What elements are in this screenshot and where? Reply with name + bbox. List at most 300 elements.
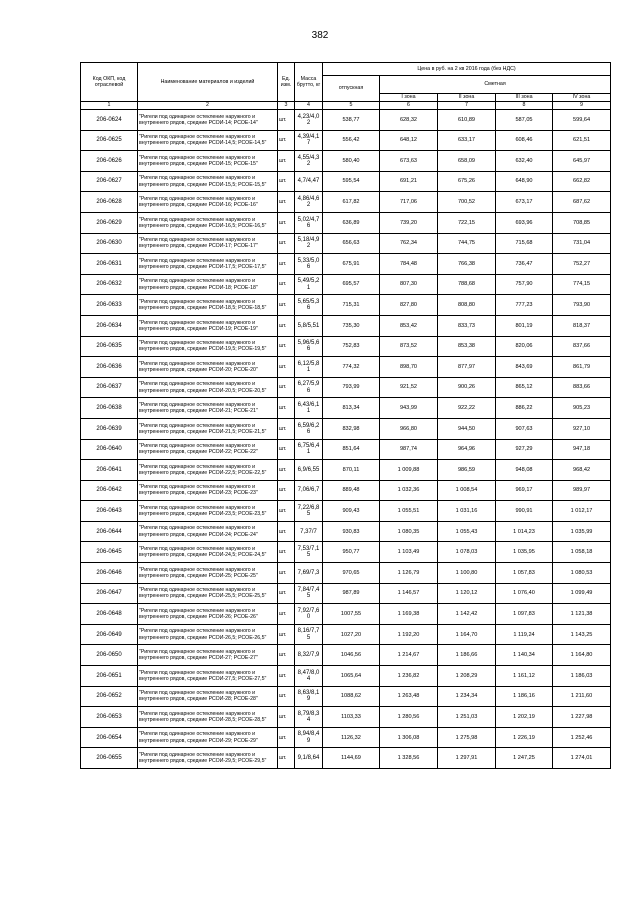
zone1-price: 673,63 <box>380 151 438 172</box>
zone2-price: 1 186,66 <box>438 645 496 666</box>
zone1-price: 691,21 <box>380 171 438 192</box>
zone4-price: 687,62 <box>553 192 611 213</box>
release-price: 1046,56 <box>323 645 380 666</box>
item-name: "Ригели под одинарное остекление наружного и внутреннего рядов, средние РСОИ-16; РСОЕ-16" <box>138 192 278 213</box>
zone2-price: 853,38 <box>438 336 496 357</box>
item-code: 206-0652 <box>81 686 138 707</box>
zone3-price: 715,68 <box>496 233 553 254</box>
item-code: 206-0637 <box>81 377 138 398</box>
zone3-price: 1 014,23 <box>496 521 553 542</box>
zone3-price: 648,90 <box>496 171 553 192</box>
col-header-release: отпускная <box>323 76 380 102</box>
release-price: 1126,32 <box>323 727 380 748</box>
zone1-price: 943,99 <box>380 398 438 419</box>
zone3-price: 1 140,34 <box>496 645 553 666</box>
table-row <box>81 521 611 542</box>
item-code: 206-0646 <box>81 563 138 584</box>
col-number: 2 <box>138 102 278 110</box>
table-row <box>81 666 611 687</box>
item-mass: 6,59/6,2 6 <box>295 418 323 439</box>
zone3-price: 1 161,12 <box>496 666 553 687</box>
zone2-price: 1 208,29 <box>438 666 496 687</box>
release-price: 987,89 <box>323 583 380 604</box>
item-name: "Ригели под одинарное остекление наружного и внутреннего рядов, средние РСОИ-28; РСОЕ-28" <box>138 686 278 707</box>
zone3-price: 1 097,83 <box>496 604 553 625</box>
release-price: 851,64 <box>323 439 380 460</box>
item-name: "Ригели под одинарное остекление наружного и внутреннего рядов, средние РСОИ-28,5; РСОЕ-28,5" <box>138 707 278 728</box>
item-name: "Ригели под одинарное остекление наружного и внутреннего рядов, средние РСОИ-29,5; РСОЕ-29,5" <box>138 748 278 769</box>
zone3-price: 948,08 <box>496 460 553 481</box>
item-name: "Ригели под одинарное остекление наружного и внутреннего рядов, средние РСОИ-25; РСОЕ-25" <box>138 563 278 584</box>
zone1-price: 1 192,20 <box>380 624 438 645</box>
item-code: 206-0648 <box>81 604 138 625</box>
zone3-price: 777,23 <box>496 295 553 316</box>
zone2-price: 1 008,54 <box>438 480 496 501</box>
zone4-price: 947,18 <box>553 439 611 460</box>
zone2-price: 1 120,12 <box>438 583 496 604</box>
item-name: "Ригели под одинарное остекление наружного и внутреннего рядов, средние РСОИ-26,5; РСОЕ-26,5" <box>138 624 278 645</box>
zone3-price: 1 057,83 <box>496 563 553 584</box>
release-price: 774,32 <box>323 357 380 378</box>
item-code: 206-0645 <box>81 542 138 563</box>
item-unit: шт. <box>278 521 295 542</box>
zone3-price: 1 076,40 <box>496 583 553 604</box>
item-mass: 7,69/7,3 <box>295 563 323 584</box>
zone2-price: 1 251,03 <box>438 707 496 728</box>
zone2-price: 633,17 <box>438 130 496 151</box>
item-name: "Ригели под одинарное остекление наружного и внутреннего рядов, средние РСОИ-18,5; РСОЕ-18,5" <box>138 295 278 316</box>
table-row <box>81 501 611 522</box>
zone1-price: 898,70 <box>380 357 438 378</box>
item-code: 206-0624 <box>81 110 138 131</box>
zone2-price: 1 142,42 <box>438 604 496 625</box>
zone2-price: 1 234,34 <box>438 686 496 707</box>
item-code: 206-0630 <box>81 233 138 254</box>
table-row <box>81 130 611 151</box>
item-unit: шт. <box>278 624 295 645</box>
item-code: 206-0631 <box>81 254 138 275</box>
col-number: 8 <box>496 102 553 110</box>
zone3-price: 865,12 <box>496 377 553 398</box>
item-name: "Ригели под одинарное остекление наружного и внутреннего рядов, средние РСОИ-29; РСОЕ-29" <box>138 727 278 748</box>
item-unit: шт. <box>278 748 295 769</box>
item-code: 206-0653 <box>81 707 138 728</box>
item-unit: шт. <box>278 315 295 336</box>
item-unit: шт. <box>278 666 295 687</box>
release-price: 930,83 <box>323 521 380 542</box>
item-mass: 8,47/8,0 4 <box>295 666 323 687</box>
release-price: 970,65 <box>323 563 380 584</box>
table-row <box>81 727 611 748</box>
item-code: 206-0640 <box>81 439 138 460</box>
zone3-price: 673,17 <box>496 192 553 213</box>
zone4-price: 1 274,01 <box>553 748 611 769</box>
release-price: 1088,62 <box>323 686 380 707</box>
item-mass: 5,18/4,9 2 <box>295 233 323 254</box>
zone4-price: 1 186,03 <box>553 666 611 687</box>
release-price: 1027,20 <box>323 624 380 645</box>
item-name: "Ригели под одинарное остекление наружного и внутреннего рядов, средние РСОИ-16,5; РСОЕ-16,5" <box>138 212 278 233</box>
zone4-price: 708,85 <box>553 212 611 233</box>
item-name: "Ригели под одинарное остекление наружного и внутреннего рядов, средние РСОИ-15; РСОЕ-15" <box>138 151 278 172</box>
zone4-price: 621,51 <box>553 130 611 151</box>
item-unit: шт. <box>278 604 295 625</box>
item-mass: 5,02/4,7 6 <box>295 212 323 233</box>
col-number: 6 <box>380 102 438 110</box>
item-mass: 8,32/7,9 <box>295 645 323 666</box>
item-name: "Ригели под одинарное остекление наружного и внутреннего рядов, средние РСОИ-27,5; РСОЕ-27,5" <box>138 666 278 687</box>
item-code: 206-0649 <box>81 624 138 645</box>
item-code: 206-0639 <box>81 418 138 439</box>
table-row <box>81 583 611 604</box>
zone1-price: 921,52 <box>380 377 438 398</box>
table-row <box>81 151 611 172</box>
zone3-price: 843,69 <box>496 357 553 378</box>
zone4-price: 645,97 <box>553 151 611 172</box>
zone3-price: 886,22 <box>496 398 553 419</box>
item-mass: 4,39/4,1 7 <box>295 130 323 151</box>
zone2-price: 675,26 <box>438 171 496 192</box>
table-row <box>81 624 611 645</box>
zone1-price: 827,80 <box>380 295 438 316</box>
item-name: "Ригели под одинарное остекление наружного и внутреннего рядов, средние РСОИ-14,5; РСОЕ-14,5" <box>138 130 278 151</box>
table-row <box>81 686 611 707</box>
item-unit: шт. <box>278 501 295 522</box>
item-unit: шт. <box>278 460 295 481</box>
zone4-price: 1 252,46 <box>553 727 611 748</box>
zone3-price: 1 035,95 <box>496 542 553 563</box>
release-price: 832,98 <box>323 418 380 439</box>
item-mass: 9,1/8,64 <box>295 748 323 769</box>
price-table <box>80 62 611 769</box>
item-unit: шт. <box>278 151 295 172</box>
item-unit: шт. <box>278 295 295 316</box>
zone2-price: 766,38 <box>438 254 496 275</box>
release-price: 695,57 <box>323 274 380 295</box>
table-row <box>81 439 611 460</box>
zone3-price: 990,91 <box>496 501 553 522</box>
zone1-price: 1 214,67 <box>380 645 438 666</box>
table-row <box>81 110 611 131</box>
zone4-price: 905,23 <box>553 398 611 419</box>
table-row <box>81 254 611 275</box>
table-row <box>81 295 611 316</box>
item-code: 206-0654 <box>81 727 138 748</box>
table-row <box>81 274 611 295</box>
release-price: 1103,33 <box>323 707 380 728</box>
table-row <box>81 315 611 336</box>
item-unit: шт. <box>278 110 295 131</box>
item-mass: 8,16/7,7 5 <box>295 624 323 645</box>
table-row <box>81 212 611 233</box>
item-code: 206-0636 <box>81 357 138 378</box>
item-unit: шт. <box>278 418 295 439</box>
zone4-price: 1 080,53 <box>553 563 611 584</box>
zone2-price: 1 031,16 <box>438 501 496 522</box>
zone2-price: 722,15 <box>438 212 496 233</box>
zone3-price: 969,17 <box>496 480 553 501</box>
release-price: 950,77 <box>323 542 380 563</box>
zone4-price: 1 143,25 <box>553 624 611 645</box>
release-price: 752,83 <box>323 336 380 357</box>
release-price: 909,43 <box>323 501 380 522</box>
zone3-price: 1 119,24 <box>496 624 553 645</box>
col-header-estimate: Сметная <box>380 76 611 94</box>
table-row <box>81 171 611 192</box>
zone4-price: 793,90 <box>553 295 611 316</box>
item-unit: шт. <box>278 727 295 748</box>
item-mass: 6,27/5,9 6 <box>295 377 323 398</box>
item-name: "Ригели под одинарное остекление наружного и внутреннего рядов, средние РСОИ-19,5; РСОЕ-19,5" <box>138 336 278 357</box>
zone3-price: 757,90 <box>496 274 553 295</box>
zone1-price: 1 280,56 <box>380 707 438 728</box>
table-row <box>81 460 611 481</box>
item-name: "Ригели под одинарное остекление наружного и внутреннего рядов, средние РСОИ-24,5; РСОЕ-24,5" <box>138 542 278 563</box>
item-code: 206-0643 <box>81 501 138 522</box>
table-row <box>81 563 611 584</box>
table-row <box>81 377 611 398</box>
col-number: 4 <box>295 102 323 110</box>
item-name: "Ригели под одинарное остекление наружного и внутреннего рядов, средние РСОИ-22,5; РСОЕ-22,5" <box>138 460 278 481</box>
item-mass: 6,12/5,8 1 <box>295 357 323 378</box>
col-header-zone1: I зона <box>380 94 438 102</box>
release-price: 656,63 <box>323 233 380 254</box>
zone1-price: 1 009,88 <box>380 460 438 481</box>
zone3-price: 1 186,16 <box>496 686 553 707</box>
zone4-price: 1 227,98 <box>553 707 611 728</box>
item-code: 206-0626 <box>81 151 138 172</box>
item-unit: шт. <box>278 563 295 584</box>
zone2-price: 922,22 <box>438 398 496 419</box>
zone1-price: 784,48 <box>380 254 438 275</box>
table-row <box>81 192 611 213</box>
col-number: 7 <box>438 102 496 110</box>
release-price: 715,31 <box>323 295 380 316</box>
col-number: 5 <box>323 102 380 110</box>
zone3-price: 820,06 <box>496 336 553 357</box>
zone2-price: 610,89 <box>438 110 496 131</box>
zone4-price: 1 035,99 <box>553 521 611 542</box>
item-code: 206-0641 <box>81 460 138 481</box>
item-code: 206-0634 <box>81 315 138 336</box>
item-code: 206-0655 <box>81 748 138 769</box>
table-row <box>81 233 611 254</box>
zone4-price: 927,10 <box>553 418 611 439</box>
item-mass: 7,06/6,7 <box>295 480 323 501</box>
item-unit: шт. <box>278 377 295 398</box>
zone4-price: 599,64 <box>553 110 611 131</box>
item-unit: шт. <box>278 357 295 378</box>
zone3-price: 801,19 <box>496 315 553 336</box>
col-header-price-group: Цена в руб. на 2 кв 2016 года (без НДС) <box>323 63 611 76</box>
release-price: 1007,55 <box>323 604 380 625</box>
release-price: 617,82 <box>323 192 380 213</box>
item-code: 206-0647 <box>81 583 138 604</box>
column-numbers-row <box>81 102 611 110</box>
item-name: "Ригели под одинарное остекление наружного и внутреннего рядов, средние РСОИ-24; РСОЕ-24" <box>138 521 278 542</box>
zone2-price: 944,50 <box>438 418 496 439</box>
zone1-price: 1 080,35 <box>380 521 438 542</box>
zone1-price: 807,30 <box>380 274 438 295</box>
item-name: "Ригели под одинарное остекление наружного и внутреннего рядов, средние РСОИ-26; РСОЕ-26" <box>138 604 278 625</box>
item-unit: шт. <box>278 233 295 254</box>
item-name: "Ригели под одинарное остекление наружного и внутреннего рядов, средние РСОИ-15,5; РСОЕ-15,5" <box>138 171 278 192</box>
zone4-price: 1 164,80 <box>553 645 611 666</box>
zone4-price: 1 099,49 <box>553 583 611 604</box>
item-code: 206-0644 <box>81 521 138 542</box>
release-price: 1144,69 <box>323 748 380 769</box>
item-name: "Ригели под одинарное остекление наружного и внутреннего рядов, средние РСОИ-23; РСОЕ-23" <box>138 480 278 501</box>
zone2-price: 877,97 <box>438 357 496 378</box>
col-header-zone4: IV зона <box>553 94 611 102</box>
zone2-price: 788,68 <box>438 274 496 295</box>
col-header-unit: Ед. изм. <box>278 63 295 102</box>
zone1-price: 1 032,36 <box>380 480 438 501</box>
zone1-price: 1 126,79 <box>380 563 438 584</box>
table-row <box>81 357 611 378</box>
zone1-price: 762,34 <box>380 233 438 254</box>
item-mass: 6,75/6,4 1 <box>295 439 323 460</box>
item-name: "Ригели под одинарное остекление наружного и внутреннего рядов, средние РСОИ-22; РСОЕ-22" <box>138 439 278 460</box>
zone4-price: 818,37 <box>553 315 611 336</box>
zone2-price: 833,73 <box>438 315 496 336</box>
item-mass: 6,43/6,1 1 <box>295 398 323 419</box>
item-name: "Ригели под одинарное остекление наружного и внутреннего рядов, средние РСОИ-20; РСОЕ-20" <box>138 357 278 378</box>
zone2-price: 658,09 <box>438 151 496 172</box>
item-code: 206-0638 <box>81 398 138 419</box>
item-unit: шт. <box>278 130 295 151</box>
item-name: "Ригели под одинарное остекление наружного и внутреннего рядов, средние РСОИ-25,5; РСОЕ-25,5" <box>138 583 278 604</box>
item-mass: 4,55/4,3 2 <box>295 151 323 172</box>
zone4-price: 1 211,60 <box>553 686 611 707</box>
item-unit: шт. <box>278 192 295 213</box>
zone1-price: 966,80 <box>380 418 438 439</box>
zone2-price: 986,59 <box>438 460 496 481</box>
item-code: 206-0625 <box>81 130 138 151</box>
zone1-price: 1 263,48 <box>380 686 438 707</box>
zone4-price: 1 012,17 <box>553 501 611 522</box>
release-price: 675,91 <box>323 254 380 275</box>
release-price: 813,34 <box>323 398 380 419</box>
zone2-price: 744,75 <box>438 233 496 254</box>
item-name: "Ригели под одинарное остекление наружного и внутреннего рядов, средние РСОИ-23,5; РСОЕ-23,5" <box>138 501 278 522</box>
zone3-price: 1 202,19 <box>496 707 553 728</box>
table-row <box>81 542 611 563</box>
zone2-price: 1 275,98 <box>438 727 496 748</box>
zone2-price: 1 297,91 <box>438 748 496 769</box>
zone1-price: 1 328,56 <box>380 748 438 769</box>
col-header-name: Наименование материалов и изделий <box>138 63 278 102</box>
zone1-price: 648,12 <box>380 130 438 151</box>
zone1-price: 739,20 <box>380 212 438 233</box>
zone1-price: 1 306,08 <box>380 727 438 748</box>
zone4-price: 837,66 <box>553 336 611 357</box>
item-unit: шт. <box>278 254 295 275</box>
item-mass: 4,7/4,47 <box>295 171 323 192</box>
table-row <box>81 398 611 419</box>
item-code: 206-0629 <box>81 212 138 233</box>
item-mass: 5,33/5,0 6 <box>295 254 323 275</box>
item-code: 206-0628 <box>81 192 138 213</box>
item-name: "Ригели под одинарное остекление наружного и внутреннего рядов, средние РСОИ-14; РСОЕ-14" <box>138 110 278 131</box>
zone4-price: 662,82 <box>553 171 611 192</box>
zone1-price: 628,32 <box>380 110 438 131</box>
item-unit: шт. <box>278 480 295 501</box>
item-mass: 5,96/5,6 6 <box>295 336 323 357</box>
zone3-price: 907,63 <box>496 418 553 439</box>
zone3-price: 927,29 <box>496 439 553 460</box>
zone1-price: 853,42 <box>380 315 438 336</box>
zone1-price: 1 055,51 <box>380 501 438 522</box>
item-code: 206-0632 <box>81 274 138 295</box>
col-header-mass: Масса брутто, кг <box>295 63 323 102</box>
zone4-price: 774,15 <box>553 274 611 295</box>
item-unit: шт. <box>278 398 295 419</box>
item-unit: шт. <box>278 707 295 728</box>
zone2-price: 1 078,03 <box>438 542 496 563</box>
zone1-price: 987,74 <box>380 439 438 460</box>
item-mass: 5,8/5,51 <box>295 315 323 336</box>
item-mass: 5,65/5,3 6 <box>295 295 323 316</box>
zone2-price: 964,96 <box>438 439 496 460</box>
table-row <box>81 707 611 728</box>
table-row <box>81 336 611 357</box>
item-name: "Ригели под одинарное остекление наружного и внутреннего рядов, средние РСОИ-19; РСОЕ-19" <box>138 315 278 336</box>
release-price: 636,89 <box>323 212 380 233</box>
item-unit: шт. <box>278 439 295 460</box>
zone3-price: 632,40 <box>496 151 553 172</box>
release-price: 889,48 <box>323 480 380 501</box>
table-row <box>81 418 611 439</box>
zone4-price: 1 058,18 <box>553 542 611 563</box>
col-number: 9 <box>553 102 611 110</box>
zone1-price: 717,06 <box>380 192 438 213</box>
item-name: "Ригели под одинарное остекление наружного и внутреннего рядов, средние РСОИ-27; РСОЕ-27" <box>138 645 278 666</box>
item-unit: шт. <box>278 583 295 604</box>
item-unit: шт. <box>278 542 295 563</box>
item-code: 206-0635 <box>81 336 138 357</box>
zone1-price: 1 146,57 <box>380 583 438 604</box>
zone2-price: 1 100,80 <box>438 563 496 584</box>
release-price: 735,30 <box>323 315 380 336</box>
item-name: "Ригели под одинарное остекление наружного и внутреннего рядов, средние РСОИ-17; РСОЕ-17" <box>138 233 278 254</box>
zone4-price: 989,97 <box>553 480 611 501</box>
item-name: "Ригели под одинарное остекление наружного и внутреннего рядов, средние РСОИ-17,5; РСОЕ-17,5" <box>138 254 278 275</box>
item-mass: 4,23/4,0 2 <box>295 110 323 131</box>
zone1-price: 1 103,49 <box>380 542 438 563</box>
zone2-price: 700,52 <box>438 192 496 213</box>
zone2-price: 900,26 <box>438 377 496 398</box>
item-mass: 7,22/6,8 5 <box>295 501 323 522</box>
item-mass: 7,84/7,4 5 <box>295 583 323 604</box>
col-number: 3 <box>278 102 295 110</box>
item-mass: 7,92/7,6 0 <box>295 604 323 625</box>
item-unit: шт. <box>278 336 295 357</box>
release-price: 556,42 <box>323 130 380 151</box>
zone1-price: 1 236,82 <box>380 666 438 687</box>
item-code: 206-0627 <box>81 171 138 192</box>
zone4-price: 861,79 <box>553 357 611 378</box>
release-price: 793,99 <box>323 377 380 398</box>
item-mass: 6,9/6,55 <box>295 460 323 481</box>
zone4-price: 968,42 <box>553 460 611 481</box>
table-row <box>81 480 611 501</box>
item-mass: 4,86/4,6 2 <box>295 192 323 213</box>
item-name: "Ригели под одинарное остекление наружного и внутреннего рядов, средние РСОИ-21,5; РСОЕ-21,5" <box>138 418 278 439</box>
item-mass: 7,53/7,1 5 <box>295 542 323 563</box>
item-code: 206-0642 <box>81 480 138 501</box>
item-name: "Ригели под одинарное остекление наружного и внутреннего рядов, средние РСОИ-20,5; РСОЕ-20,5" <box>138 377 278 398</box>
